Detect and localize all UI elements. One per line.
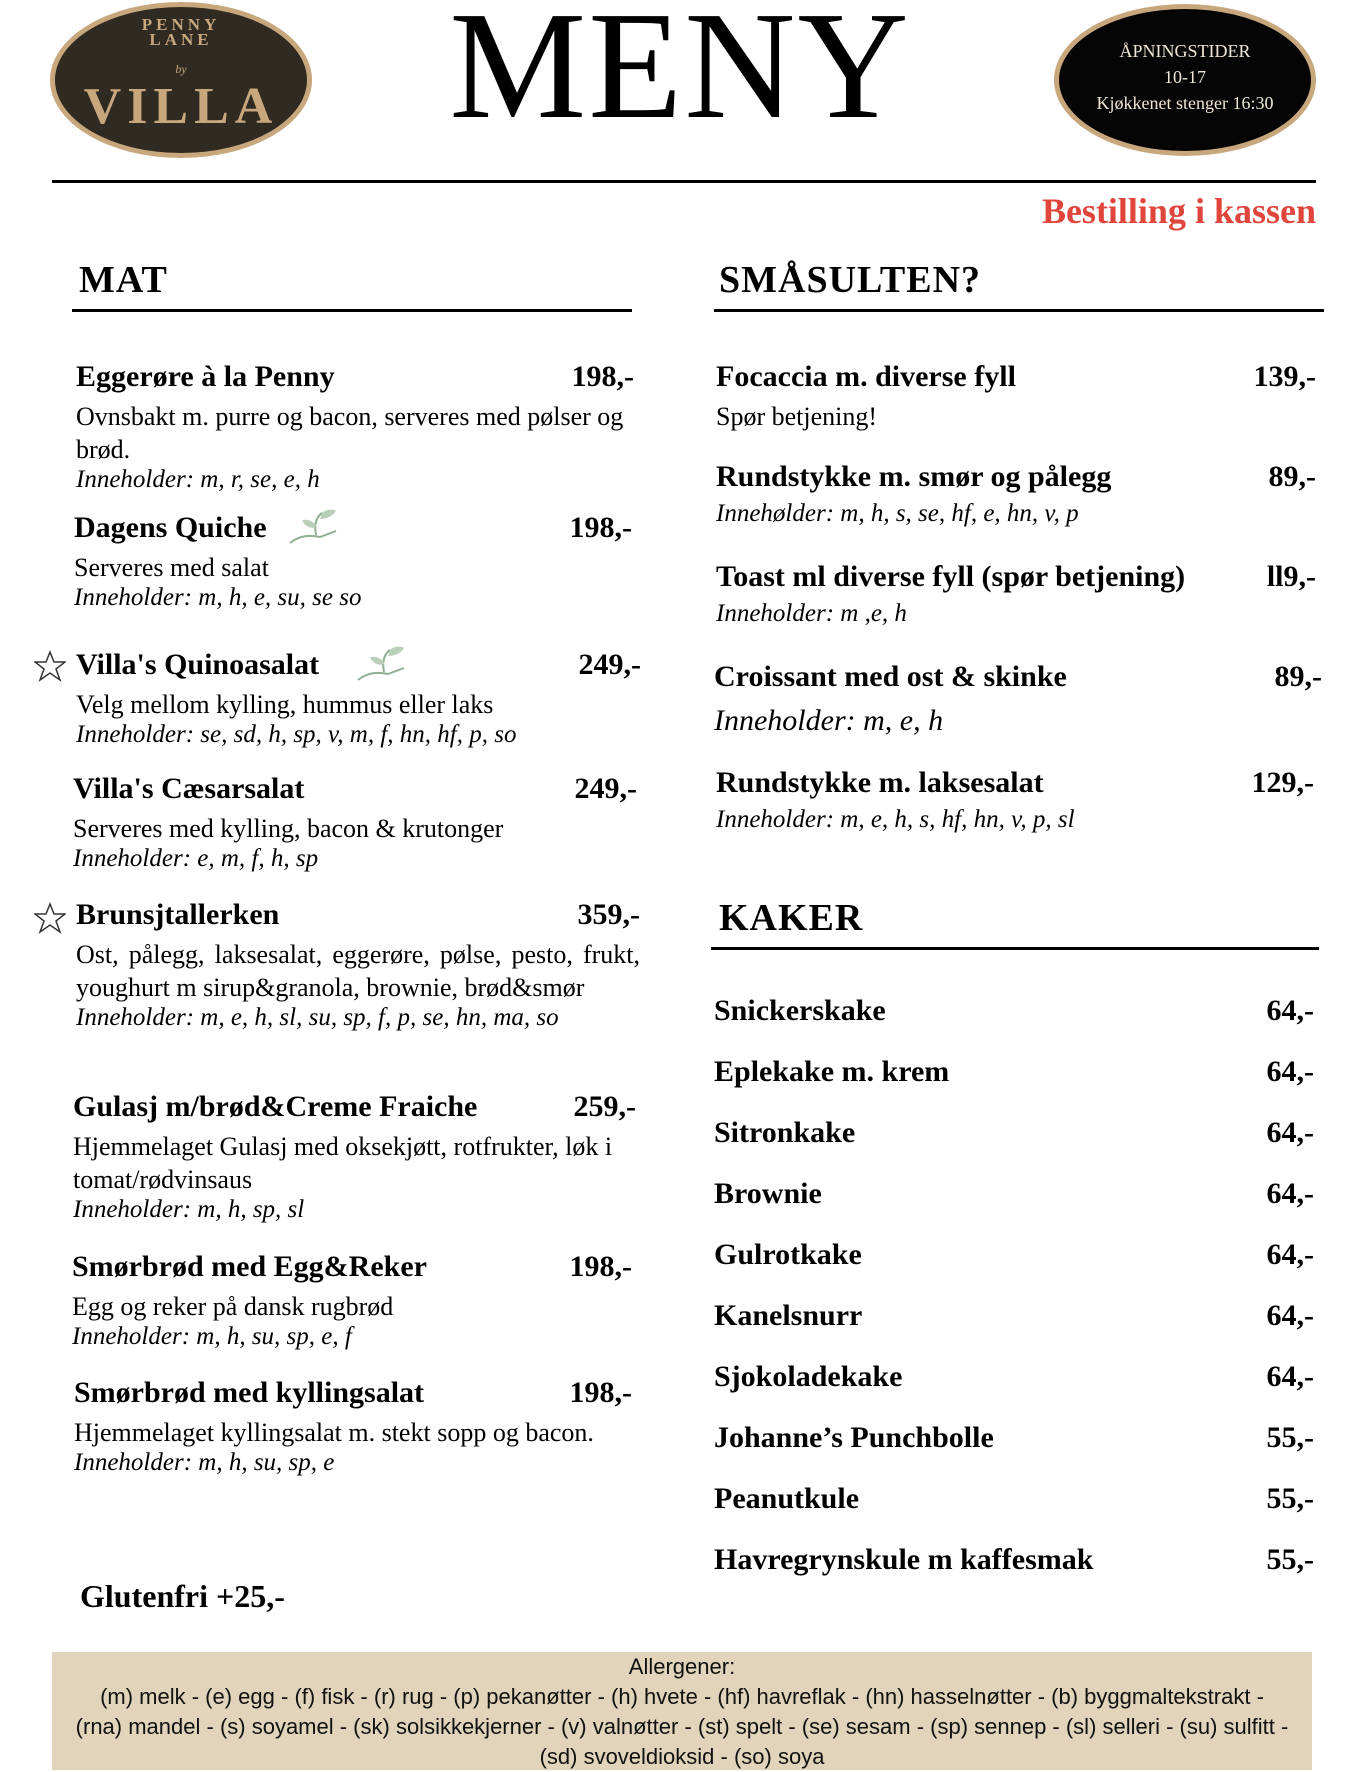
item-price: 89,- [1268,460,1316,493]
item-name: Focaccia m. diverse fyll [716,360,1016,393]
menu-item [73,1090,636,1224]
allergen-line: (rna) mandel - (s) soyamel - (sk) solsikkekjerner - (v) valnøtter - (st) spelt - (se) sesam - (sp) sennep - (sl) selleri - (su) sulfitt - [75,1714,1289,1739]
item-price: 55,- [1266,1421,1314,1454]
item-price: 55,- [1266,1482,1314,1515]
opening-hours-badge [1054,4,1316,156]
item-price: 64,- [1266,1299,1314,1332]
hours-time: 10-17 [1164,67,1206,87]
item-name: Gulasj m/brød&Creme Fraiche [73,1090,478,1123]
header-divider [52,180,1316,183]
menu-item [74,1376,632,1477]
menu-item [716,360,1316,433]
menu-item [72,1250,632,1351]
item-description: Velg mellom kylling, hummus eller laks [76,690,494,719]
item-name: Villa's Cæsarsalat [73,772,305,805]
penny-lane-villa-logo [50,2,312,158]
item-name: Eggerøre à la Penny [76,360,335,393]
allergen-line: (m) melk - (e) egg - (f) fisk - (r) rug - (p) pekanøtter - (h) hvete - (hf) havreflak - (hn) hasselnøtter - (b) byggmaltekstrakt - [100,1684,1264,1709]
section-title-smasulten: SMÅSULTEN? [719,259,982,301]
item-allergens: Inneholder: m, r, se, e, h [76,466,320,493]
item-price: 55,- [1266,1543,1314,1576]
item-allergens: Inneholder: m, e, h, sl, su, sp, f, p, se, hn, ma, so [76,1004,559,1031]
item-price: 129,- [1251,766,1314,799]
vegetarian-leaf-icon [286,505,350,549]
item-name: Sjokoladekake [714,1360,903,1393]
item-price: 89,- [1274,660,1322,693]
item-price: 198,- [569,1250,632,1283]
item-allergens: Inneholder: m, e, h [714,704,944,737]
allergen-heading: Allergener: [628,1654,736,1679]
item-name: Brownie [714,1177,822,1210]
section-title-mat: MAT [79,259,168,301]
menu-item [716,766,1314,834]
item-price: 359,- [577,898,640,931]
menu-item [76,898,640,1032]
vegetarian-leaf-icon [354,642,418,686]
item-name: Villa's Quinoasalat [76,648,320,681]
item-name: Rundstykke m. smør og pålegg [716,460,1112,493]
item-allergens: Inneholder: m, h, su, sp, e, f [72,1323,352,1350]
menu-item [76,648,641,749]
list-item [714,1543,1314,1604]
item-description: Egg og reker på dansk rugbrød [72,1292,394,1321]
star-icon [34,902,66,934]
item-description: Ovnsbakt m. purre og bacon, serveres med pølser og brød. [76,402,624,464]
allergen-line: (sd) svoveldioksid - (so) soya [539,1744,825,1769]
menu-item [716,560,1316,628]
menu-item [76,360,634,494]
list-item [714,1360,1314,1421]
item-name: Peanutkule [714,1482,860,1515]
item-allergens: Inneholder: e, m, f, h, sp [73,845,319,872]
section-rule-kaker [711,947,1319,950]
item-name: Smørbrød med kyllingsalat [74,1376,425,1409]
item-allergens: Inneholder: se, sd, h, sp, v, m, f, hn, hf, p, so [76,721,517,748]
star-icon [34,650,66,682]
item-allergens: Innehølder: m, h, s, se, hf, e, hn, v, p [716,500,1079,527]
menu-item [73,772,637,873]
menu-item [74,511,632,612]
item-description: Serveres med kylling, bacon & krutonger [73,814,504,843]
item-name: Eplekake m. krem [714,1055,950,1088]
item-description: Ost, pålegg, laksesalat, eggerøre, pølse, pesto, frukt, youghurt m sirup&granola, brownie, brød&smør [76,940,640,1002]
item-allergens: Inneholder: m, h, su, sp, e [74,1449,335,1476]
section-title-kaker: KAKER [719,897,864,939]
list-item [714,1421,1314,1482]
logo-by: by [175,62,187,76]
item-price: 64,- [1266,1238,1314,1271]
item-name: Croissant med ost & skinke [714,660,1067,693]
item-allergens: Inneholder: m, e, h, s, hf, hn, v, p, sl [716,806,1075,833]
gluten-free-note: Glutenfri +25,- [80,1578,285,1614]
item-price: 64,- [1266,994,1314,1027]
item-name: Toast ml diverse fyll (spør betjening) [716,560,1186,593]
section-rule-smasulten [714,309,1324,312]
item-price: 198,- [569,511,632,544]
hours-heading: ÅPNINGSTIDER [1119,41,1251,61]
item-allergens: Inneholder: m ,e, h [716,600,907,627]
page-title: MENY [449,0,911,151]
section-rule-mat [72,309,632,312]
item-description: Hjemmelaget kyllingsalat m. stekt sopp og bacon. [74,1418,594,1447]
allergen-legend [52,1652,1312,1770]
list-item [714,1177,1314,1238]
item-name: Gulrotkake [714,1238,862,1271]
item-name: Kanelsnurr [714,1299,863,1332]
list-item [714,1055,1314,1116]
item-price: 64,- [1266,1360,1314,1393]
item-price: 249,- [578,648,641,681]
list-item [714,1482,1314,1543]
item-name: Smørbrød med Egg&Reker [72,1250,427,1283]
item-name: Rundstykke m. laksesalat [716,766,1044,799]
item-description: Hjemmelaget Gulasj med oksekjøtt, rotfrukter, løk i tomat/rødvinsaus [73,1132,613,1194]
item-description: Serveres med salat [74,553,269,582]
list-item [714,1299,1314,1360]
item-allergens: Inneholder: m, h, e, su, se so [74,584,362,611]
item-price: 64,- [1266,1177,1314,1210]
item-name: Brunsjtallerken [76,898,280,931]
item-name: Johanne’s Punchbolle [714,1421,994,1454]
kitchen-closing: Kjøkkenet stenger 16:30 [1096,93,1274,113]
cake-list [714,994,1314,1604]
list-item [714,994,1314,1055]
item-allergens: Inneholder: m, h, sp, sl [73,1196,305,1223]
logo-brand: VILLA [83,78,279,135]
item-price: ll9,- [1266,560,1316,593]
menu-item [716,460,1316,528]
list-item [714,1238,1314,1299]
item-price: 259,- [573,1090,636,1123]
item-name: Dagens Quiche [74,511,267,544]
logo-line-1: PENNY LANE [141,15,221,49]
item-price: 64,- [1266,1055,1314,1088]
item-price: 139,- [1253,360,1316,393]
item-name: Havregrynskule m kaffesmak [714,1543,1094,1576]
item-price: 198,- [569,1376,632,1409]
item-description: Spør betjening! [716,402,878,431]
order-note: Bestilling i kassen [1041,191,1316,231]
list-item [714,1116,1314,1177]
item-name: Sitronkake [714,1116,856,1149]
item-price: 249,- [574,772,637,805]
item-price: 64,- [1266,1116,1314,1149]
item-price: 198,- [571,360,634,393]
menu-item [714,660,1322,738]
item-name: Snickerskake [714,994,886,1027]
